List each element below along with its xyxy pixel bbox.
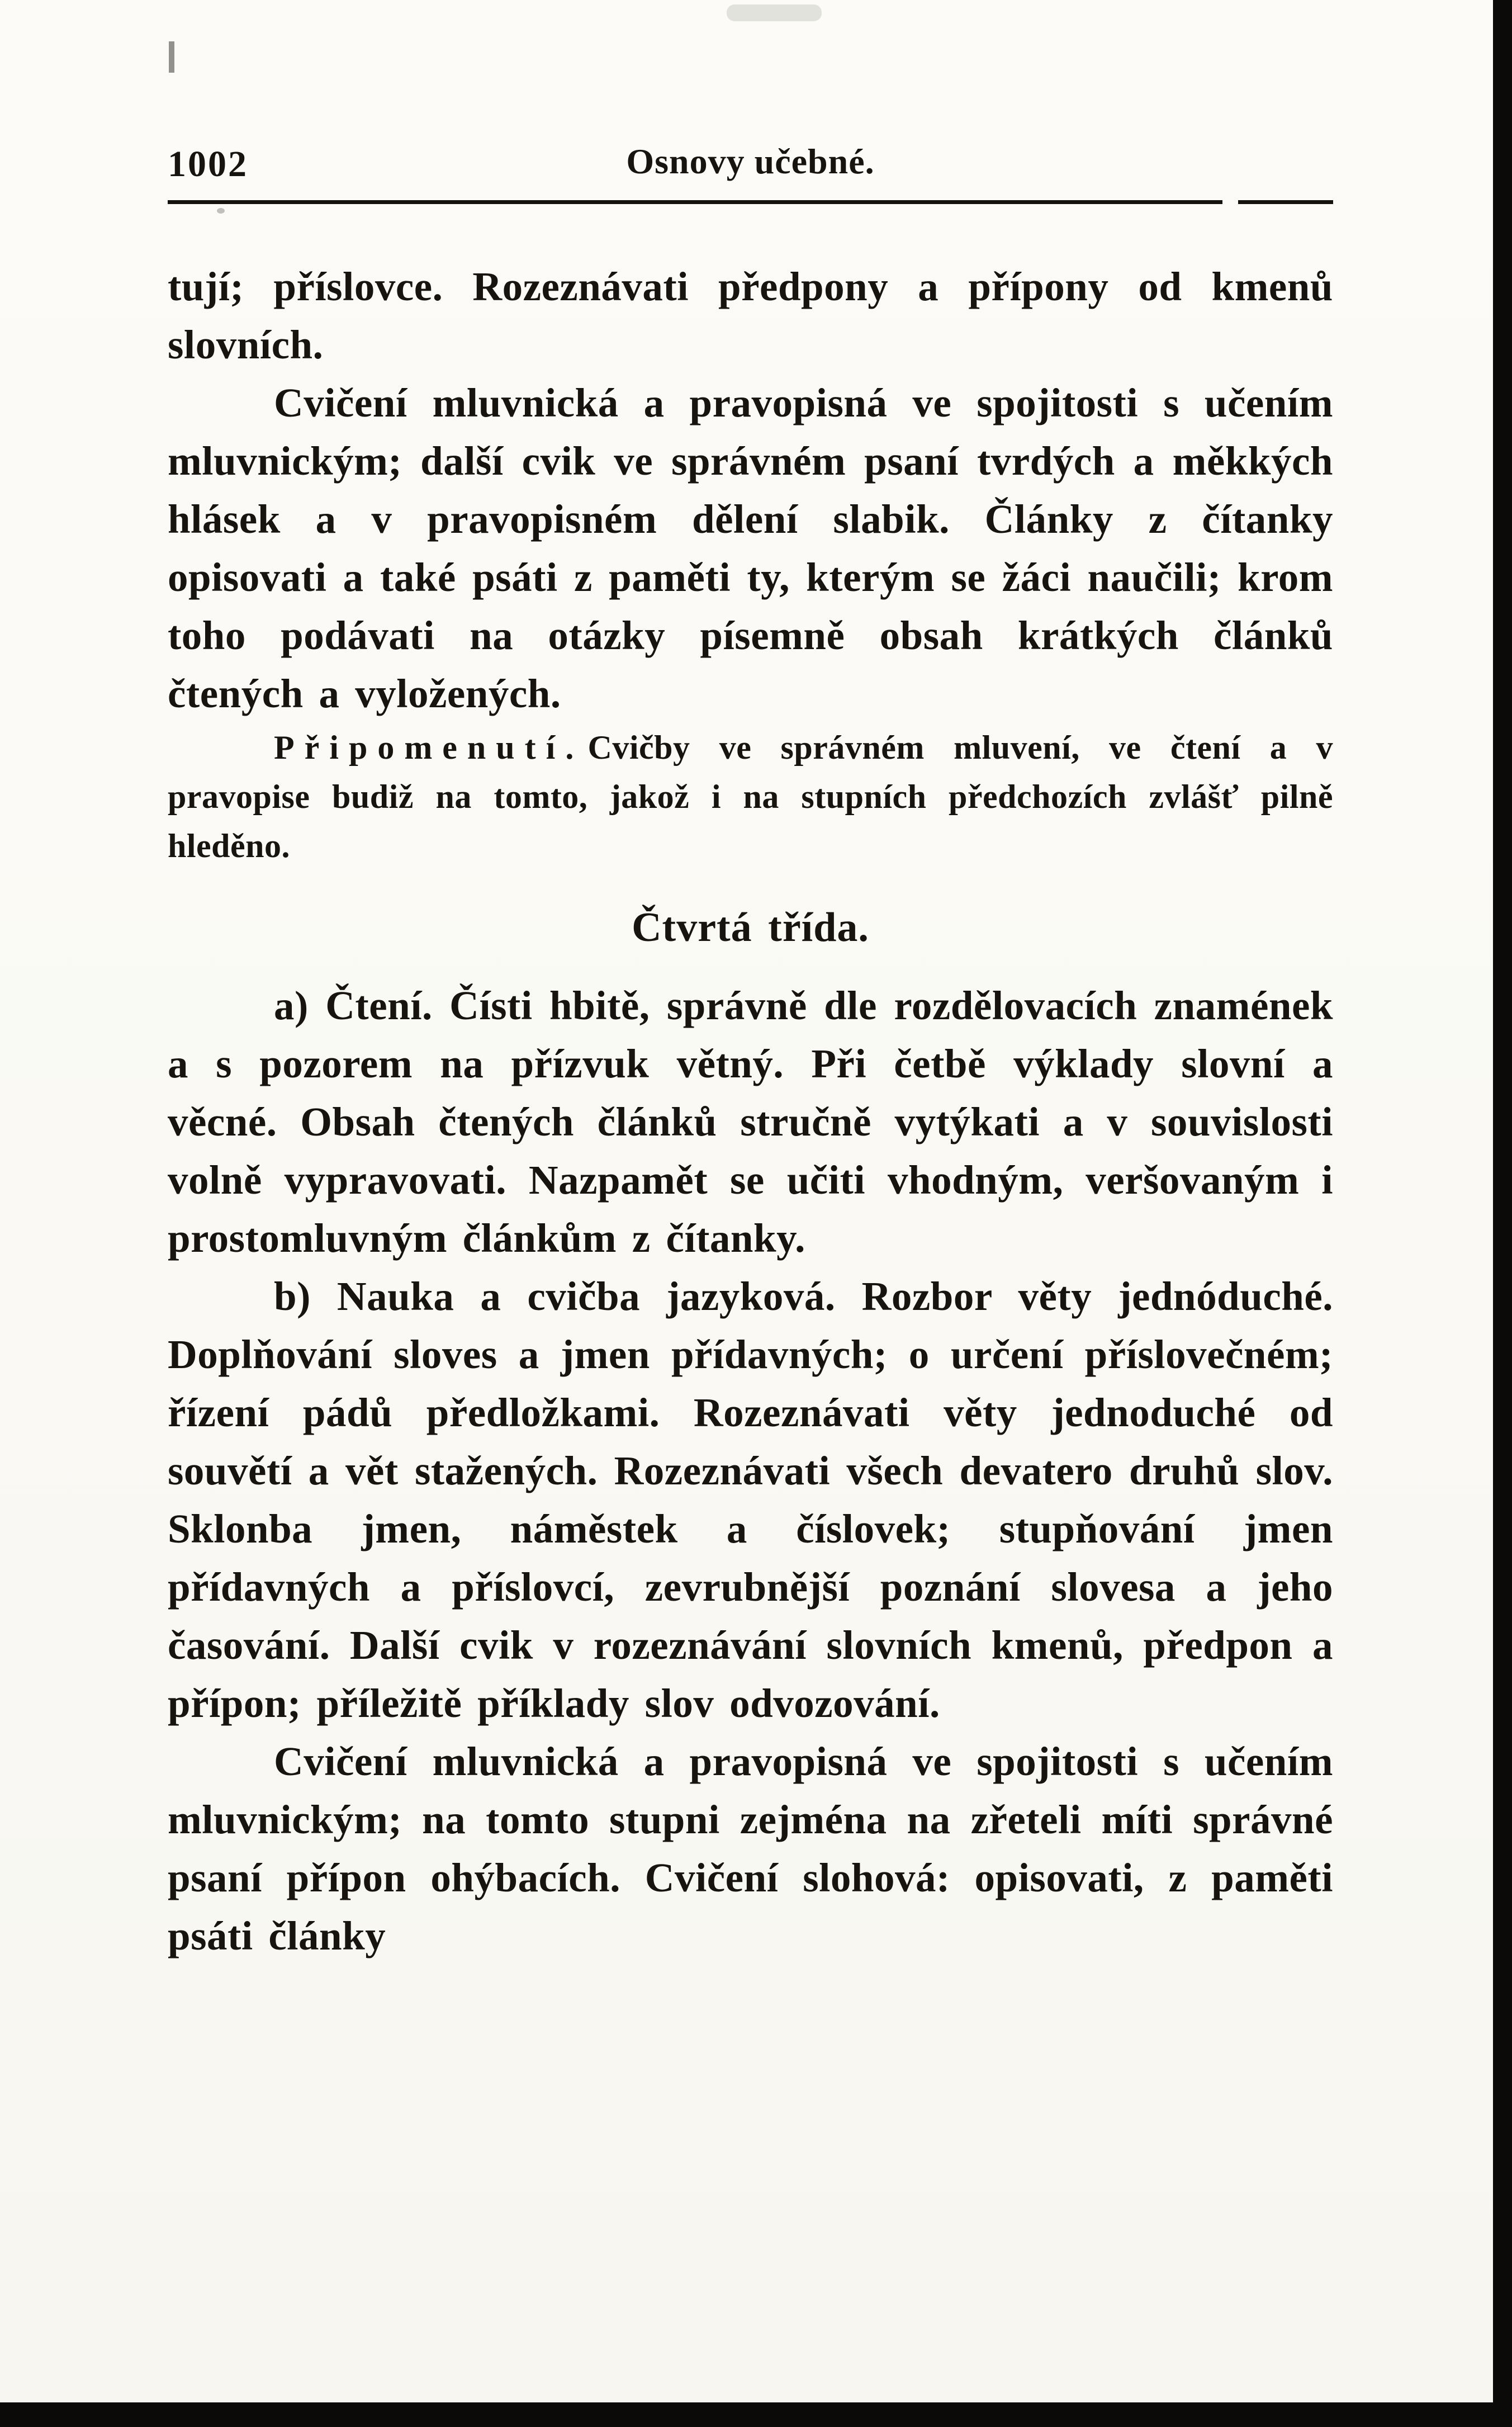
scan-artifact <box>169 41 174 73</box>
header-rule-segment <box>1238 200 1333 204</box>
paragraph-final: Cvičení mluvnická a pravopisná ve spojitosti s učením mluvnickým; na tomto stupni zejména na zřeteli míti správné psaní přípon ohýbacích. Cvičení slohová: opisovati, z paměti psáti články <box>168 1739 1333 1958</box>
scan-artifact <box>727 4 822 21</box>
page-number: 1002 <box>168 144 248 184</box>
paragraph-continuation: tují; příslovce. Rozeznávati předpony a přípony od kmenů slovních. <box>168 264 1333 367</box>
header-rule <box>168 200 1333 204</box>
paragraph-reading: a) Čtení. Čísti hbitě, správně dle rozdělovacích znamének a s pozorem na přízvuk větný. Při četbě výklady slovní a věcné. Obsah čtených článků stručně vytýkati a v souvislosti volně vypravovati. Nazpamět se učiti vhodným, veršovaným i prostomluvným článkům z čítanky. <box>168 983 1333 1261</box>
paragraph-note <box>168 723 1333 870</box>
section-heading: Čtvrtá třída. <box>632 905 869 950</box>
note-rest: Cvičby ve správném mluvení, ve čtení a v pravopise budiž na tomto, jakož i na stupních předchozích zvlášť pilně hleděno. <box>168 729 1333 864</box>
running-title: Osnovy učebné. <box>626 141 875 181</box>
scan-edge-bottom <box>0 2402 1512 2427</box>
header-rule-segment <box>168 200 1222 204</box>
note-lead: Připomenutí. <box>274 729 584 766</box>
scan-artifact <box>217 208 225 214</box>
page-text <box>168 258 1333 1965</box>
paragraph-language-lesson: b) Nauka a cvičba jazyková. Rozbor věty jednóduché. Doplňování sloves a jmen přídavných; o určení příslovečném; řízení pádů předložkami. Rozeznávati věty jednoduché od souvětí a vět stažených. Rozeznávati všech devatero druhů slov. Sklonba jmen, náměstek a číslovek; stupňování jmen přídavných a příslovcí, zevrubnější poznání slovesa a jeho časování. Další cvik v rozeznávání slovních kmenů, předpon a přípon; příležitě příklady slov odvozování. <box>168 1274 1333 1726</box>
scan-edge-right <box>1493 0 1512 2427</box>
paragraph-grammar-exercises: Cvičení mluvnická a pravopisná ve spojitosti s učením mluvnickým; další cvik ve správném psaní tvrdých a měkkých hlásek a v pravopisném dělení slabik. Články z čítanky opisovati a také psáti z paměti ty, kterým se žáci naučili; krom toho podávati na otázky písemně obsah krátkých článků čtených a vyložených. <box>168 380 1333 716</box>
page-header <box>168 141 1333 188</box>
